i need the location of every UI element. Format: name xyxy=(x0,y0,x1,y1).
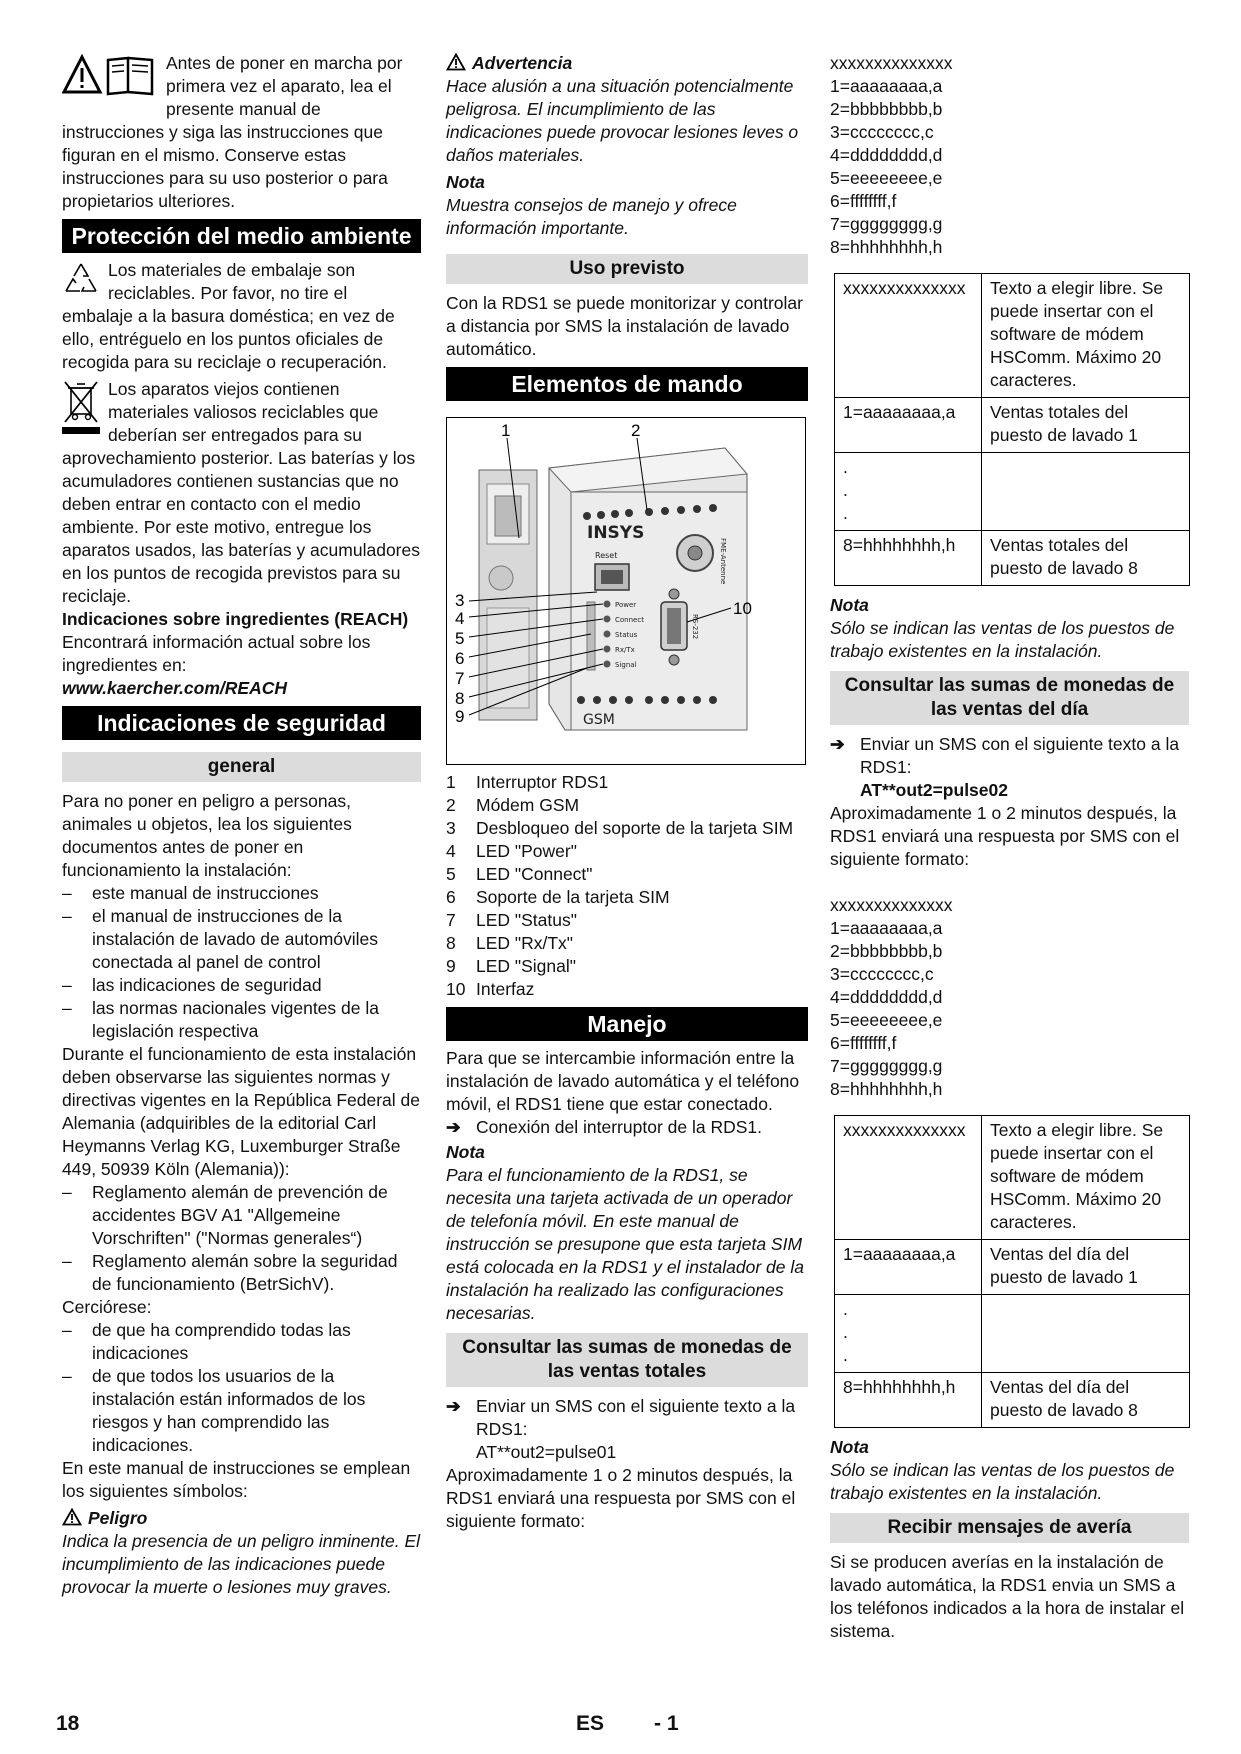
callout-3: 3 xyxy=(455,591,465,610)
danger-title: Peligro xyxy=(88,1508,148,1528)
format-line: 7=gggggggg,g xyxy=(830,1056,943,1076)
note-text: Muestra consejos de manejo y ofrece información importante. xyxy=(446,195,737,238)
format-line: 5=eeeeeeee,e xyxy=(830,1010,943,1030)
device-illustration xyxy=(447,418,805,764)
list-item: 4 LED "Power" xyxy=(446,841,577,861)
fig-led-connect: Connect xyxy=(615,616,644,624)
reach-url: www.kaercher.com/REACH xyxy=(62,678,287,698)
totals-title: Consultar las sumas de monedas de las ventas totales xyxy=(446,1333,808,1387)
callout-10: 10 xyxy=(733,599,752,618)
callout-1: 1 xyxy=(501,421,511,440)
warning-heading xyxy=(446,52,808,75)
operation-note-title: Nota xyxy=(446,1142,485,1162)
page-number: 18 xyxy=(56,1712,80,1735)
arrow-icon: ➔ xyxy=(446,1117,461,1137)
column-2 xyxy=(446,52,808,1533)
totals-command: AT**out2=pulse01 xyxy=(476,1442,617,1462)
table-cell: Ventas del día del puesto de lavado 8 xyxy=(982,1373,1190,1428)
intro-block xyxy=(62,52,421,213)
list-item: – Reglamento alemán de prevención de accidentes BGV A1 "Allgemeine Vorschriften" ("Normas generales“) xyxy=(62,1181,421,1250)
list-item: 1 Interruptor RDS1 xyxy=(446,772,609,792)
safety-p2: Durante el funcionamiento de esta instalación deben observarse las siguientes normas y directivas vigentes en la República Federal de Alemania (adquiribles de la editorial Carl Heymanns Verlag KG, Luxemburger Straße 449, 50939 Köln (Alemania)): xyxy=(62,1044,420,1179)
crossed-bin-icon xyxy=(62,380,100,442)
safety-title: Indicaciones de seguridad xyxy=(62,706,421,740)
table-cell xyxy=(982,1295,1190,1373)
callout-7: 7 xyxy=(455,669,465,688)
fig-reset: Reset xyxy=(595,551,618,560)
table-row xyxy=(835,531,1190,586)
use-title: Uso previsto xyxy=(446,254,808,284)
daily-format xyxy=(830,894,1189,1101)
warning-triangle-icon xyxy=(446,53,466,71)
table-row xyxy=(835,1295,1190,1373)
safety-list-3 xyxy=(62,1319,421,1457)
fig-led-power: Power xyxy=(615,601,637,609)
list-item: – este manual de instrucciones xyxy=(62,882,421,905)
reach-text: Encontrará información actual sobre los ingredientes en: xyxy=(62,632,371,675)
table-cell: xxxxxxxxxxxxxx xyxy=(835,274,982,398)
use-text: Con la RDS1 se puede monitorizar y controlar a distancia por SMS la instalación de lavado automático. xyxy=(446,293,803,359)
table-cell: 1=aaaaaaaa,a xyxy=(835,398,982,453)
totals-note-title: Nota xyxy=(830,595,869,615)
format-line: 3=cccccccc,c xyxy=(830,964,934,984)
table-cell: Ventas del día del puesto de lavado 1 xyxy=(982,1240,1190,1295)
arrow-icon: ➔ xyxy=(830,734,845,754)
table-row xyxy=(835,274,1190,398)
controls-list xyxy=(446,771,808,1001)
format-line: 4=dddddddd,d xyxy=(830,145,943,165)
warning-text: Hace alusión a una situación potencialmente peligrosa. El incumplimiento de las indicaciones puede provocar lesiones leves o daños materiales. xyxy=(446,76,799,165)
daily-note-text: Sólo se indican las ventas de los puestos de trabajo existentes en la instalación. xyxy=(830,1460,1175,1503)
format-line: xxxxxxxxxxxxxx xyxy=(830,53,953,73)
fig-led-rxtx: Rx/Tx xyxy=(615,646,635,654)
operation-p1: Para que se intercambie información entre la instalación de lavado automática y el teléfono móvil, el RDS1 tiene que estar conectado. xyxy=(446,1048,800,1114)
packaging-block xyxy=(62,259,421,374)
callout-8: 8 xyxy=(455,689,465,708)
daily-note-title: Nota xyxy=(830,1437,869,1457)
column-1 xyxy=(62,52,421,1599)
format-line: 6=ffffffff,f xyxy=(830,191,897,211)
table-cell: . . . xyxy=(835,453,982,531)
warning-manual-icon xyxy=(62,54,158,96)
list-item: 3 Desbloqueo del soporte de la tarjeta SIM xyxy=(446,818,794,838)
daily-step: ➔ Enviar un SMS con el siguiente texto a la RDS1: xyxy=(830,734,1180,777)
operation-note-text: Para el funcionamiento de la RDS1, se necesita una tarjeta activada de un operador de telefonía móvil. En este manual de instrucción se presupone que esta tarjeta SIM está colocada en la RDS1 y el instalador de la instalación ha realizado las configuraciones necesarias. xyxy=(446,1165,804,1323)
faults-text: Si se producen averías en la instalación de lavado automática, la RDS1 envia un SMS a los teléfonos indicados a la hora de instalar el sistema. xyxy=(830,1552,1185,1641)
format-line: 6=ffffffff,f xyxy=(830,1033,897,1053)
list-item: – el manual de instrucciones de la instalación de lavado de automóviles conectada al panel de control xyxy=(62,905,421,974)
danger-heading xyxy=(62,1507,421,1530)
language-code: ES xyxy=(576,1712,605,1735)
safety-p3: Cerciórese: xyxy=(62,1297,152,1317)
totals-table xyxy=(834,273,1190,586)
totals-step: ➔ Enviar un SMS con el siguiente texto a la RDS1: xyxy=(446,1396,796,1439)
format-line: 7=gggggggg,g xyxy=(830,214,943,234)
format-line: xxxxxxxxxxxxxx xyxy=(830,895,953,915)
packaging-text: Los materiales de embalaje son reciclables. Por favor, no tire el embalaje a la basura doméstica; en vez de ello, entréguelo en los puntos oficiales de recogida para su reciclaje o recuperación. xyxy=(62,260,395,372)
format-line: 8=hhhhhhhh,h xyxy=(830,237,943,257)
daily-table xyxy=(834,1115,1190,1428)
disposal-text: Los aparatos viejos contienen materiales valiosos reciclables que deberían ser entregados para su aprovechamiento posterior. Las baterías y los acumuladores contienen sustancias que no deben entrar en contacto con el medio ambiente. Por este motivo, entregue los aparatos usados, las baterías y acumuladores en los puntos de recogida previstos para su reciclaje. xyxy=(62,379,420,606)
format-line: 1=aaaaaaaa,a xyxy=(830,918,943,938)
daily-title: Consultar las sumas de monedas de las ventas del día xyxy=(830,671,1189,725)
disposal-block xyxy=(62,378,421,608)
list-item: 9 LED "Signal" xyxy=(446,956,576,976)
list-item: – las normas nacionales vigentes de la legislación respectiva xyxy=(62,997,421,1043)
safety-p1: Para no poner en peligro a personas, animales u objetos, lea los siguientes documentos antes de poner en funcionamiento la instalación: xyxy=(62,791,352,880)
safety-p4: En este manual de instrucciones se emplean los siguientes símbolos: xyxy=(62,1458,411,1501)
arrow-icon: ➔ xyxy=(446,1396,461,1416)
table-cell: Ventas totales del puesto de lavado 8 xyxy=(982,531,1190,586)
totals-format xyxy=(830,52,1189,259)
format-line: 2=bbbbbbbb,b xyxy=(830,941,943,961)
list-item: 6 Soporte de la tarjeta SIM xyxy=(446,887,670,907)
warning-title: Advertencia xyxy=(472,53,573,73)
list-item: 8 LED "Rx/Tx" xyxy=(446,933,574,953)
safety-general-title: general xyxy=(62,752,421,782)
list-item: 7 LED "Status" xyxy=(446,910,577,930)
operation-step: ➔ Conexión del interruptor de la RDS1. xyxy=(446,1117,762,1137)
callout-6: 6 xyxy=(455,649,465,668)
callout-5: 5 xyxy=(455,629,465,648)
table-row xyxy=(835,453,1190,531)
safety-list-2 xyxy=(62,1181,421,1296)
table-row xyxy=(835,1116,1190,1240)
sub-page-number: - 1 xyxy=(654,1712,679,1735)
table-row xyxy=(835,1240,1190,1295)
table-cell: 8=hhhhhhhh,h xyxy=(835,1373,982,1428)
daily-response: Aproximadamente 1 o 2 minutos después, la RDS1 enviará una respuesta por SMS con el siguiente formato: xyxy=(830,803,1180,869)
list-item: 5 LED "Connect" xyxy=(446,864,593,884)
list-item: – de que todos los usuarios de la instalación están informados de los riesgos y han comprendido las indicaciones. xyxy=(62,1365,421,1457)
fig-brand: INSYS xyxy=(587,523,645,543)
daily-command: AT**out2=pulse02 xyxy=(860,780,1008,800)
table-cell: xxxxxxxxxxxxxx xyxy=(835,1116,982,1240)
list-item: 2 Módem GSM xyxy=(446,795,580,815)
recycle-icon xyxy=(62,261,100,303)
table-cell: Texto a elegir libre. Se puede insertar con el software de módem HSComm. Máximo 20 caracteres. xyxy=(982,274,1190,398)
note-title: Nota xyxy=(446,172,485,192)
env-title: Protección del medio ambiente xyxy=(62,219,421,253)
fig-led-signal: Signal xyxy=(615,661,637,669)
table-cell: Ventas totales del puesto de lavado 1 xyxy=(982,398,1190,453)
table-cell: Texto a elegir libre. Se puede insertar con el software de módem HSComm. Máximo 20 caracteres. xyxy=(982,1116,1190,1240)
format-line: 8=hhhhhhhh,h xyxy=(830,1079,943,1099)
intro-icons xyxy=(62,54,158,102)
fig-port: RS-232 xyxy=(691,614,699,640)
totals-response: Aproximadamente 1 o 2 minutos después, la RDS1 enviará una respuesta por SMS con el siguiente formato: xyxy=(446,1465,796,1531)
reach-title: Indicaciones sobre ingredientes (REACH) xyxy=(62,609,409,629)
safety-list-1 xyxy=(62,882,421,1043)
operation-title: Manejo xyxy=(446,1007,808,1041)
spacer xyxy=(830,871,1189,894)
fig-gsm: GSM xyxy=(583,712,615,728)
fig-led-status: Status xyxy=(615,631,638,639)
controls-title: Elementos de mando xyxy=(446,367,808,401)
fig-antenna: FME-Antenne xyxy=(719,538,727,585)
list-item: – Reglamento alemán sobre la seguridad de funcionamiento (BetrSichV). xyxy=(62,1250,421,1296)
table-cell: 8=hhhhhhhh,h xyxy=(835,531,982,586)
danger-text: Indica la presencia de un peligro inminente. El incumplimiento de las indicaciones puede provocar la muerte o lesiones muy graves. xyxy=(62,1531,420,1597)
table-cell: . . . xyxy=(835,1295,982,1373)
warning-triangle-icon xyxy=(62,1508,82,1526)
table-row xyxy=(835,398,1190,453)
column-3 xyxy=(830,52,1189,1643)
table-cell: 1=aaaaaaaa,a xyxy=(835,1240,982,1295)
device-figure xyxy=(446,417,806,765)
list-item: – de que ha comprendido todas las indicaciones xyxy=(62,1319,421,1365)
list-item: – las indicaciones de seguridad xyxy=(62,974,421,997)
format-line: 4=dddddddd,d xyxy=(830,987,943,1007)
table-row xyxy=(835,1373,1190,1428)
format-line: 5=eeeeeeee,e xyxy=(830,168,943,188)
format-line: 2=bbbbbbbb,b xyxy=(830,99,943,119)
faults-title: Recibir mensajes de avería xyxy=(830,1513,1189,1543)
callout-2: 2 xyxy=(631,421,641,440)
format-line: 1=aaaaaaaa,a xyxy=(830,76,943,96)
callout-4: 4 xyxy=(455,609,465,628)
list-item: 10 Interfaz xyxy=(446,979,535,999)
totals-note-text: Sólo se indican las ventas de los puestos de trabajo existentes en la instalación. xyxy=(830,618,1175,661)
callout-9: 9 xyxy=(455,707,465,726)
format-line: 3=cccccccc,c xyxy=(830,122,934,142)
intro-text: Antes de poner en marcha por primera vez el aparato, lea el presente manual de instrucciones y siga las instrucciones que figuran en el mismo. Conserve estas instrucciones para su uso posterior o para propietarios ulteriores. xyxy=(62,53,403,211)
table-cell xyxy=(982,453,1190,531)
